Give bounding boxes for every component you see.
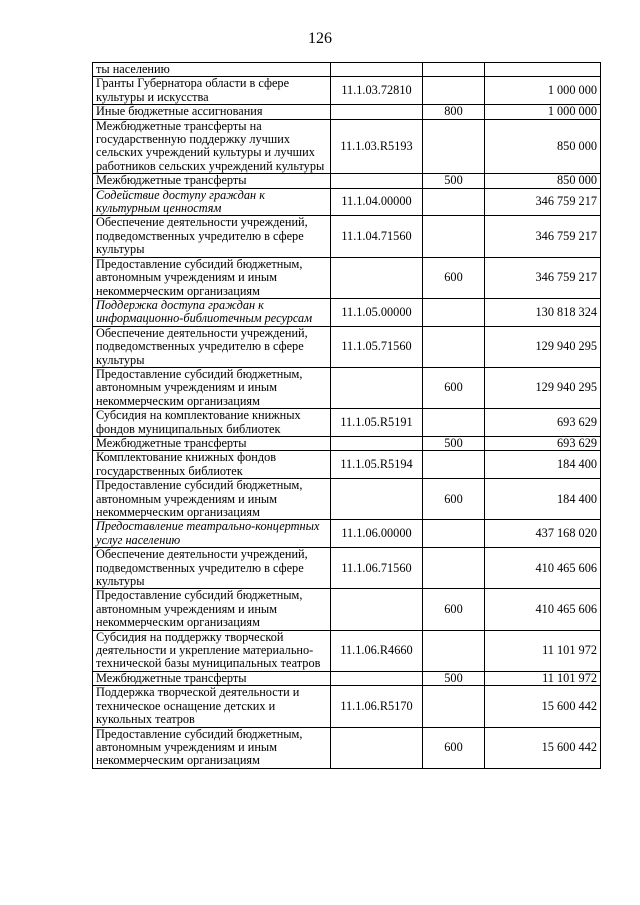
table-row (93, 548, 601, 589)
row-name-cell: Содействие доступу граждан к культурным ценностям (93, 188, 331, 216)
row-type-cell (423, 119, 485, 174)
row-amount-cell: 693 629 (485, 436, 601, 450)
row-name-cell: Комплектование книжных фондов государственных библиотек (93, 451, 331, 479)
row-amount-cell: 410 465 606 (485, 589, 601, 630)
row-type-cell (423, 77, 485, 105)
table-row (93, 257, 601, 298)
row-type-cell (423, 298, 485, 326)
row-name-cell: Межбюджетные трансферты на государственную поддержку лучших сельских учреждений культуры и лучших работников сельских учреждений культуры (93, 119, 331, 174)
row-code-cell: 11.1.03.R5193 (331, 119, 423, 174)
row-amount-cell: 850 000 (485, 174, 601, 188)
row-name-cell: Субсидия на поддержку творческой деятельности и укрепление материально-технической базы муниципальных театров (93, 630, 331, 671)
row-amount-cell: 850 000 (485, 119, 601, 174)
row-code-cell (331, 257, 423, 298)
row-name-cell: Предоставление субсидий бюджетным, автономным учреждениям и иным некоммерческим организациям (93, 257, 331, 298)
row-type-cell: 500 (423, 671, 485, 685)
row-amount-cell: 11 101 972 (485, 671, 601, 685)
row-name-cell: Межбюджетные трансферты (93, 174, 331, 188)
row-code-cell (331, 727, 423, 768)
row-code-cell (331, 589, 423, 630)
row-amount-cell: 11 101 972 (485, 630, 601, 671)
row-amount-cell: 184 400 (485, 451, 601, 479)
table-row (93, 188, 601, 216)
row-code-cell: 11.1.06.R4660 (331, 630, 423, 671)
table-row (93, 298, 601, 326)
row-name-cell: Иные бюджетные ассигнования (93, 105, 331, 119)
row-amount-cell: 410 465 606 (485, 548, 601, 589)
row-type-cell (423, 216, 485, 257)
row-type-cell: 500 (423, 174, 485, 188)
table-row (93, 63, 601, 77)
row-amount-cell: 15 600 442 (485, 727, 601, 768)
row-code-cell: 11.1.05.71560 (331, 326, 423, 367)
table-row (93, 367, 601, 408)
row-type-cell (423, 409, 485, 437)
row-amount-cell: 693 629 (485, 409, 601, 437)
row-amount-cell (485, 63, 601, 77)
row-code-cell: 11.1.06.71560 (331, 548, 423, 589)
row-code-cell: 11.1.04.71560 (331, 216, 423, 257)
row-code-cell (331, 479, 423, 520)
row-code-cell: 11.1.06.00000 (331, 520, 423, 548)
budget-table-body (93, 63, 601, 769)
table-row (93, 479, 601, 520)
row-name-cell: Субсидия на комплектование книжных фондов муниципальных библиотек (93, 409, 331, 437)
row-name-cell: ты населению (93, 63, 331, 77)
row-code-cell (331, 63, 423, 77)
row-name-cell: Предоставление театрально-концертных услуг населению (93, 520, 331, 548)
row-type-cell: 500 (423, 436, 485, 450)
row-code-cell (331, 105, 423, 119)
row-name-cell: Обеспечение деятельности учреждений, подведомственных учредителю в сфере культуры (93, 548, 331, 589)
row-code-cell: 11.1.05.R5194 (331, 451, 423, 479)
row-code-cell: 11.1.05.R5191 (331, 409, 423, 437)
table-row (93, 436, 601, 450)
row-amount-cell: 184 400 (485, 479, 601, 520)
row-type-cell (423, 686, 485, 727)
table-row (93, 671, 601, 685)
row-name-cell: Предоставление субсидий бюджетным, автономным учреждениям и иным некоммерческим организациям (93, 479, 331, 520)
row-type-cell (423, 630, 485, 671)
table-row (93, 451, 601, 479)
table-row (93, 326, 601, 367)
row-type-cell: 800 (423, 105, 485, 119)
table-row (93, 520, 601, 548)
row-amount-cell: 15 600 442 (485, 686, 601, 727)
row-code-cell (331, 174, 423, 188)
row-amount-cell: 346 759 217 (485, 216, 601, 257)
row-amount-cell: 130 818 324 (485, 298, 601, 326)
row-name-cell: Межбюджетные трансферты (93, 671, 331, 685)
table-row (93, 409, 601, 437)
row-type-cell: 600 (423, 257, 485, 298)
table-row (93, 630, 601, 671)
row-type-cell: 600 (423, 479, 485, 520)
row-name-cell: Предоставление субсидий бюджетным, автономным учреждениям и иным некоммерческим организациям (93, 589, 331, 630)
row-name-cell: Обеспечение деятельности учреждений, подведомственных учредителю в сфере культуры (93, 326, 331, 367)
table-row (93, 174, 601, 188)
row-code-cell (331, 436, 423, 450)
row-name-cell: Межбюджетные трансферты (93, 436, 331, 450)
row-type-cell (423, 63, 485, 77)
row-type-cell (423, 451, 485, 479)
row-code-cell: 11.1.05.00000 (331, 298, 423, 326)
row-amount-cell: 1 000 000 (485, 105, 601, 119)
row-type-cell: 600 (423, 727, 485, 768)
row-name-cell: Обеспечение деятельности учреждений, подведомственных учредителю в сфере культуры (93, 216, 331, 257)
row-name-cell: Поддержка творческой деятельности и техническое оснащение детских и кукольных театров (93, 686, 331, 727)
row-code-cell: 11.1.06.R5170 (331, 686, 423, 727)
table-row (93, 686, 601, 727)
row-type-cell (423, 548, 485, 589)
row-type-cell (423, 520, 485, 548)
budget-table (92, 62, 601, 769)
row-code-cell: 11.1.04.00000 (331, 188, 423, 216)
row-amount-cell: 1 000 000 (485, 77, 601, 105)
row-code-cell (331, 671, 423, 685)
table-row (93, 589, 601, 630)
row-type-cell (423, 188, 485, 216)
page-number: 126 (308, 30, 332, 47)
row-code-cell (331, 367, 423, 408)
row-amount-cell: 437 168 020 (485, 520, 601, 548)
table-row (93, 119, 601, 174)
table-row (93, 105, 601, 119)
table-row (93, 216, 601, 257)
row-name-cell: Гранты Губернатора области в сфере культуры и искусства (93, 77, 331, 105)
row-type-cell (423, 326, 485, 367)
row-type-cell: 600 (423, 589, 485, 630)
row-name-cell: Поддержка доступа граждан к информационно-библиотечным ресурсам (93, 298, 331, 326)
table-row (93, 77, 601, 105)
row-amount-cell: 129 940 295 (485, 326, 601, 367)
row-type-cell: 600 (423, 367, 485, 408)
table-row (93, 727, 601, 768)
row-name-cell: Предоставление субсидий бюджетным, автономным учреждениям и иным некоммерческим организациям (93, 367, 331, 408)
row-amount-cell: 129 940 295 (485, 367, 601, 408)
row-name-cell: Предоставление субсидий бюджетным, автономным учреждениям и иным некоммерческим организациям (93, 727, 331, 768)
row-amount-cell: 346 759 217 (485, 257, 601, 298)
row-amount-cell: 346 759 217 (485, 188, 601, 216)
row-code-cell: 11.1.03.72810 (331, 77, 423, 105)
